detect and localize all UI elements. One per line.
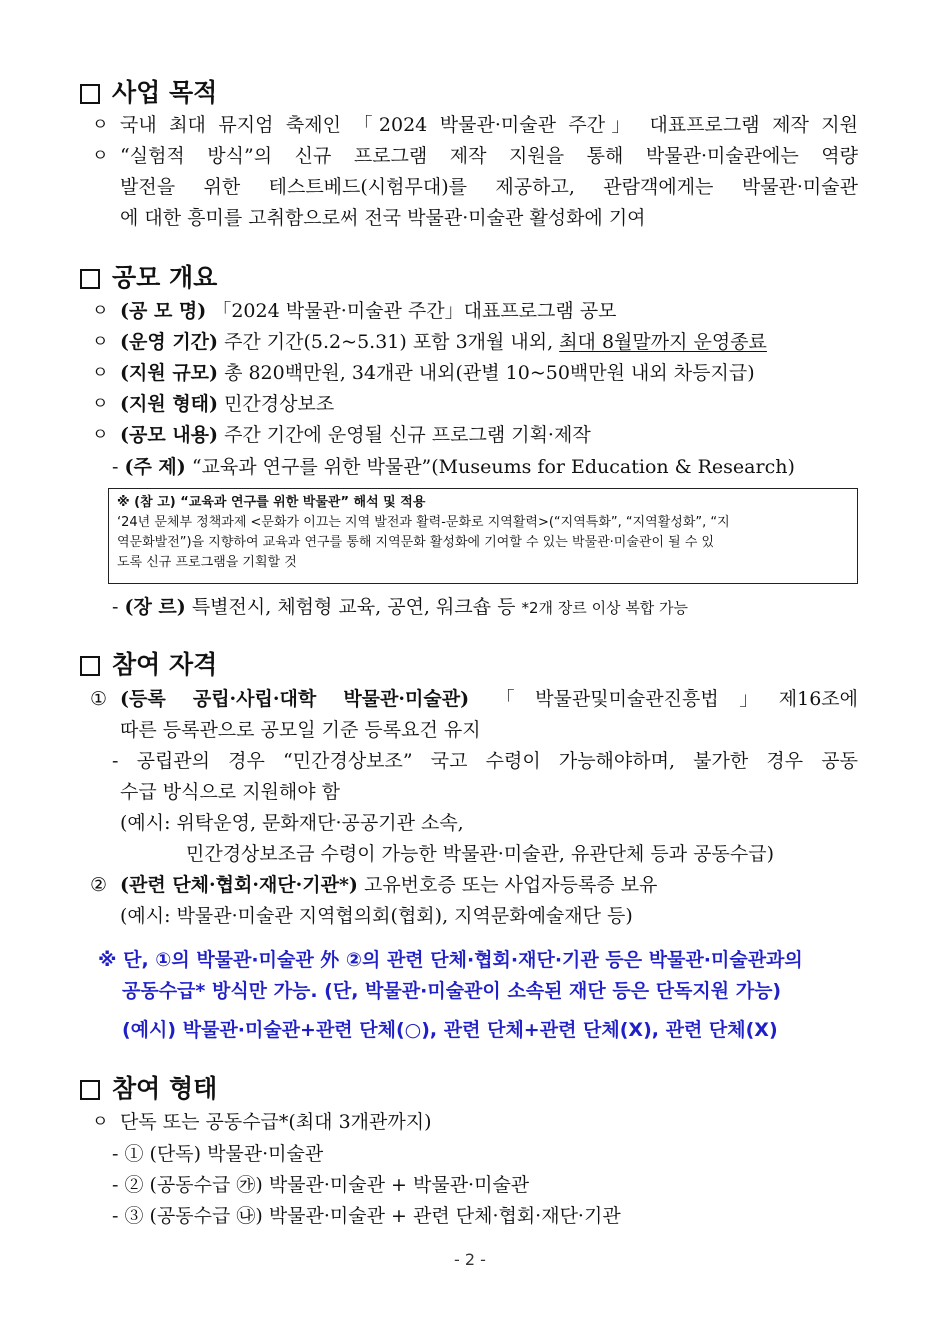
eligibility-1-example-1: (예시: 위탁운영, 문화재단·공공기관 소속, [120, 812, 464, 834]
note-line-2: 역문화발전”)을 지향하여 교육과 연구를 통해 지역문화 활성화에 기여할 수 있는 박물관·미술관이 될 수 있 [117, 535, 715, 550]
eligibility-2-example: (예시: 박물관·미술관 지역협의회(협회), 지역문화예술재단 등) [120, 905, 633, 927]
page-number: - 2 - [454, 1250, 486, 1269]
checkbox-square-icon [80, 84, 100, 104]
bullet: ㅇ [92, 115, 109, 135]
overview-scale: (지원 규모) 총 820백만원, 34개관 내외(관별 10~50백만원 내외 차등지급) [120, 362, 755, 384]
checkbox-square-icon [80, 269, 100, 289]
checkbox-square-icon [80, 656, 100, 676]
form-line-3: - ② (공동수급 ㉮) 박물관·미술관 + 박물관·미술관 [112, 1174, 530, 1196]
overview-type: (지원 형태) 민간경상보조 [120, 393, 335, 415]
bullet: ㅇ [92, 301, 109, 321]
overview-genre: - (장 르) 특별전시, 체험형 교육, 공연, 워크숍 등 *2개 장르 이상 복합 가능 [112, 596, 689, 618]
bullet: ㅇ [92, 394, 109, 414]
eligibility-2-number: ② [90, 874, 108, 896]
checkbox-square-icon [80, 1080, 100, 1100]
eligibility-1-example-2: 민간경상보조금 수령이 가능한 박물관·미술관, 유관단체 등과 공동수급) [186, 843, 774, 865]
bullet: ㅇ [92, 146, 109, 166]
form-line-1: 단독 또는 공동수급*(최대 3개관까지) [120, 1111, 432, 1133]
eligibility-notice-3: (예시) 박물관·미술관+관련 단체(○), 관련 단체+관련 단체(X), 관련 단체(X) [122, 1019, 778, 1041]
purpose-line-1: 국내 최대 뮤지엄 축제인 「2024 박물관·미술관 주간」 대표프로그램 제작 지원 [120, 114, 858, 136]
eligibility-1-number: ① [90, 688, 108, 710]
bullet: ㅇ [92, 363, 109, 383]
section-heading-overview: 공모 개요 [80, 263, 217, 293]
note-line-3: 도록 신규 프로그램을 기획할 것 [117, 555, 297, 570]
overview-content: (공모 내용) 주간 기간에 운영될 신규 프로그램 기획·제작 [120, 424, 591, 446]
note-title: ※ (참 고) “교육과 연구를 위한 박물관” 해석 및 적용 [117, 495, 426, 510]
bullet: ㅇ [92, 1112, 109, 1132]
eligibility-1-line-2: 따른 등록관으로 공모일 기준 등록요건 유지 [120, 719, 481, 741]
bullet: ㅇ [92, 332, 109, 352]
overview-name: (공 모 명) 「2024 박물관·미술관 주간」대표프로그램 공모 [120, 300, 617, 322]
eligibility-2: (관련 단체·협회·재단·기관*) 고유번호증 또는 사업자등록증 보유 [120, 874, 658, 896]
overview-period: (운영 기간) 주간 기간(5.2~5.31) 포함 3개월 내외, 최대 8월말까지 운영종료 [120, 331, 767, 353]
eligibility-1-sub-2: 수급 방식으로 지원해야 함 [120, 781, 341, 803]
eligibility-notice-2: 공동수급* 방식만 가능. (단, 박물관·미술관이 소속된 재단 등은 단독지원 가능) [122, 980, 782, 1002]
overview-theme: - (주 제) “교육과 연구를 위한 박물관”(Museums for Education & Research) [112, 456, 795, 478]
purpose-line-3: 발전을 위한 테스트베드(시험무대)를 제공하고, 관람객에게는 박물관·미술관 [120, 176, 858, 198]
form-line-4: - ③ (공동수급 ㉯) 박물관·미술관 + 관련 단체·협회·재단·기관 [112, 1205, 621, 1227]
eligibility-1: (등록 공립·사립·대학 박물관·미술관) 「박물관및미술관진흥법」제16조에 [120, 688, 858, 710]
section-heading-form: 참여 형태 [80, 1074, 217, 1104]
bullet: ㅇ [92, 425, 109, 445]
section-heading-eligibility: 참여 자격 [80, 650, 217, 680]
purpose-line-2: “실험적 방식”의 신규 프로그램 제작 지원을 통해 박물관·미술관에는 역량 [120, 145, 858, 167]
eligibility-1-sub-1: - 공립관의 경우 “민간경상보조” 국고 수령이 가능해야하며, 불가한 경우 공동 [112, 750, 858, 772]
eligibility-notice-1: ※ 단, ①의 박물관·미술관 外 ②의 관련 단체·협회·재단·기관 등은 박물관·미술관과의 [98, 949, 803, 971]
note-line-1: ‘24년 문체부 정책과제 <문화가 이끄는 지역 발전과 활력-문화로 지역활력>(“지역특화”, “지역활성화”, “지 [117, 515, 730, 530]
purpose-line-4: 에 대한 흥미를 고취함으로써 전국 박물관·미술관 활성화에 기여 [120, 207, 646, 229]
reference-note-box [108, 488, 858, 584]
section-heading-purpose: 사업 목적 [80, 78, 217, 108]
form-line-2: - ① (단독) 박물관·미술관 [112, 1143, 324, 1165]
